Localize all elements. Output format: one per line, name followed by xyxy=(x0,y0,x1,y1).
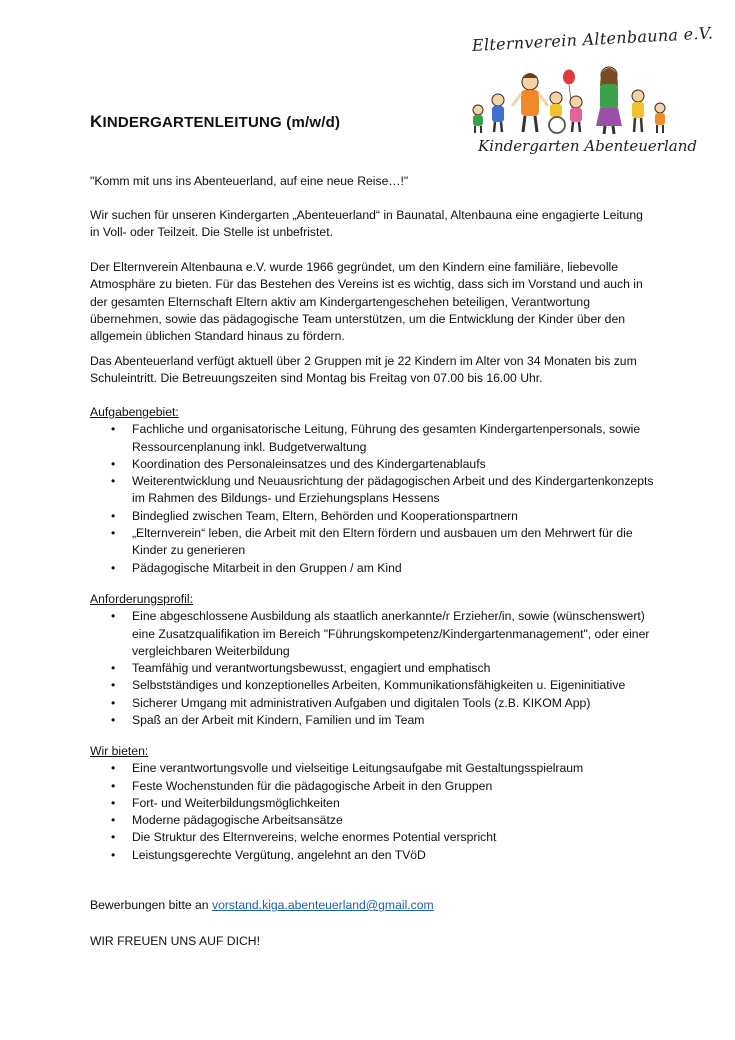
intro-block xyxy=(90,207,655,242)
about-block xyxy=(90,259,655,345)
page-title xyxy=(90,112,340,132)
list-item: • Fort- und Weiterbildungsmöglichkeiten xyxy=(90,795,655,812)
list-item: • Weiterentwicklung und Neuausrichtung der pädagogischen Arbeit und des Kindergartenkonzepts im Rahmen des Bildungs- und Erziehungsplans Hessens xyxy=(90,473,655,508)
groups-block xyxy=(90,353,655,388)
title-first-letter: K xyxy=(90,112,103,131)
list-item: • Die Struktur des Elternvereins, welche enormes Potential verspricht xyxy=(90,829,655,846)
profile-heading: Anforderungsprofil: xyxy=(90,592,193,606)
offer-list xyxy=(90,760,655,864)
email-link[interactable]: vorstand.kiga.abenteuerland@gmail.com xyxy=(211,898,434,912)
about-text: Der Elternverein Altenbauna e.V. wurde 1966 gegründet, um den Kindern eine familiäre, liebevolle Atmosphäre zu bieten. Für das Bestehen des Vereins ist es wichtig, dass sich im Vorstand und auch in der gesamten Elternschaft Eltern aktiv am Kindergartengeschehen beteiligen, Verantwortung übernehmen, sowie das pädagogische Team unterstützen, um die Entwicklung der Kinder über den allgemein üblichen Standard hinaus zu fördern. xyxy=(90,260,643,344)
list-item: • Fachliche und organisatorische Leitung, Führung des gesamten Kindergartenpersonals, sowie Ressourcenplanung inkl. Budgetverwaltung xyxy=(90,421,655,456)
closing-block xyxy=(90,933,655,950)
quote-text: "Komm mit uns ins Abenteuerland, auf eine neue Reise…!" xyxy=(90,174,409,188)
apply-prefix: Bewerbungen bitte an xyxy=(90,898,212,912)
list-item: • Selbstständiges und konzeptionelles Arbeiten, Kommunikationsfähigkeiten u. Eigeninitiative xyxy=(90,677,655,694)
groups-text: Das Abenteuerland verfügt aktuell über 2 Gruppen mit je 22 Kindern im Alter von 34 Monaten bis zum Schuleintritt. Die Betreuungszeiten sind Montag bis Freitag von 07.00 bis 16.00 Uhr. xyxy=(90,354,637,386)
apply-line xyxy=(90,897,655,914)
list-item: • Leistungsgerechte Vergütung, angelehnt an den TVöD xyxy=(90,847,655,864)
list-item: • Sicherer Umgang mit administrativen Aufgaben und digitalen Tools (z.B. KIKOM App) xyxy=(90,695,655,712)
profile-list xyxy=(90,608,655,729)
list-item: • Pädagogische Mitarbeit in den Gruppen / am Kind xyxy=(90,560,655,577)
title-rest: INDERGARTENLEITUNG xyxy=(102,114,282,131)
logo-association-name: Elternverein Altenbauna e.V. xyxy=(471,23,714,55)
list-item: • Koordination des Personaleinsatzes und des Kindergartenablaufs xyxy=(90,456,655,473)
list-item: • Bindeglied zwischen Team, Eltern, Behörden und Kooperationspartnern xyxy=(90,508,655,525)
list-item: • Eine abgeschlossene Ausbildung als staatlich anerkannte/r Erzieher/in, sowie (wünschenswert) eine Zusatzqualifikation im Bereich "Führungskompetenz/Kindergartenmanagement", oder einer vergleichbaren Weiterbildung xyxy=(90,608,655,660)
tasks-list xyxy=(90,421,655,577)
quote-block xyxy=(90,173,655,190)
list-item: • Spaß an der Arbeit mit Kindern, Familien und im Team xyxy=(90,712,655,729)
list-item: • Teamfähig und verantwortungsbewusst, engagiert und emphatisch xyxy=(90,660,655,677)
profile-section xyxy=(90,591,655,729)
association-logo xyxy=(462,23,714,165)
list-item: • Feste Wochenstunden für die pädagogische Arbeit in den Gruppen xyxy=(90,778,655,795)
offer-section xyxy=(90,743,655,864)
logo-kindergarten-name: Kindergarten Abenteuerland xyxy=(478,137,697,155)
title-suffix: (m/w/d) xyxy=(281,114,341,131)
closing-text: WIR FREUEN UNS AUF DICH! xyxy=(90,934,260,948)
apply-block xyxy=(90,897,655,914)
tasks-heading: Aufgabengebiet: xyxy=(90,405,179,419)
offer-heading: Wir bieten: xyxy=(90,744,149,758)
list-item: • Eine verantwortungsvolle und vielseitige Leitungsaufgabe mit Gestaltungsspielraum xyxy=(90,760,655,777)
tasks-section xyxy=(90,404,655,577)
list-item: • „Elternverein“ leben, die Arbeit mit den Eltern fördern und ausbauen um den Mehrwert für die Kinder zu generieren xyxy=(90,525,655,560)
intro-text: Wir suchen für unseren Kindergarten „Abenteuerland“ in Baunatal, Altenbauna eine engagierte Leitung in Voll- oder Teilzeit. Die Stelle ist unbefristet. xyxy=(90,208,643,240)
list-item: • Moderne pädagogische Arbeitsansätze xyxy=(90,812,655,829)
